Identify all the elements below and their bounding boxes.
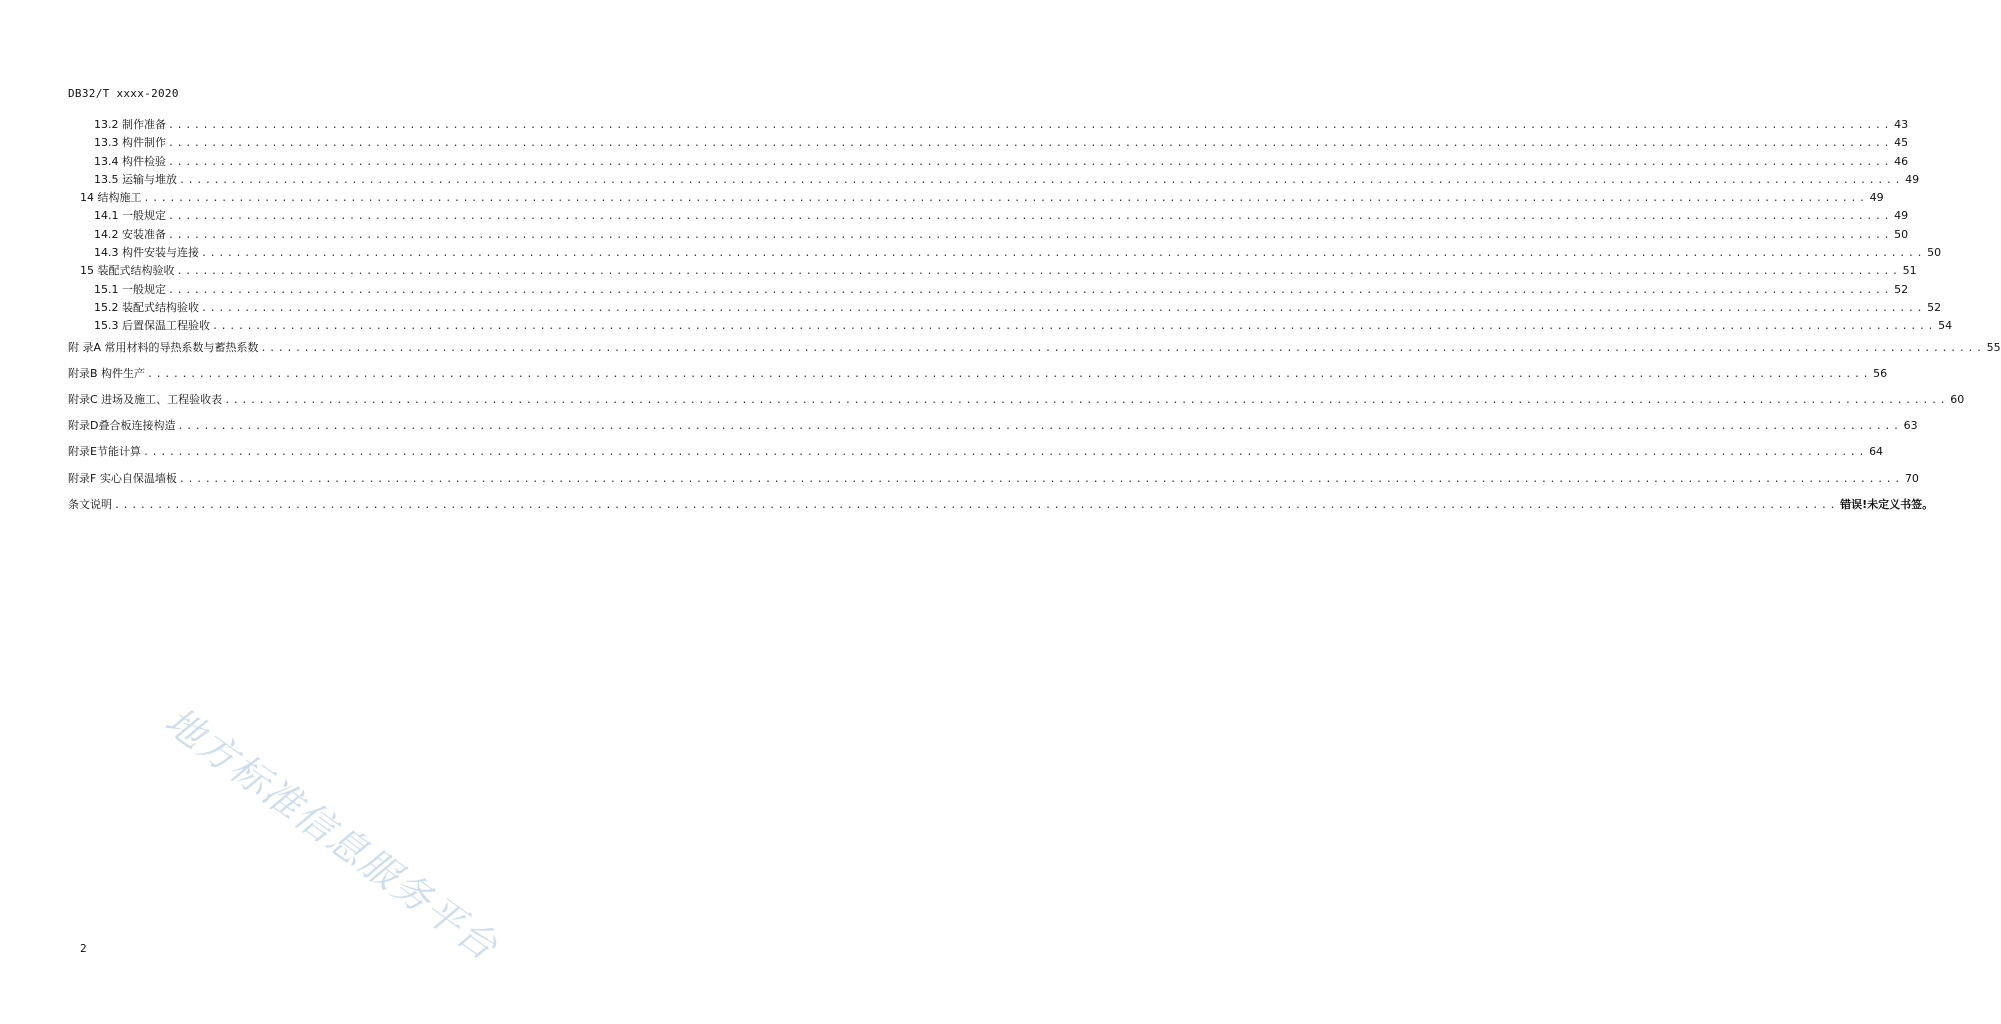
toc-entry-page: 60 — [1950, 392, 1965, 406]
toc-entry-page: 49 — [1894, 209, 1909, 223]
toc-entry-label: 15 装配式结构验收 — [80, 264, 175, 278]
toc-leader-dots: ........................................................................................................................................................................................................ — [142, 447, 1868, 459]
toc-entry-label: 13.5 运输与堆放 — [94, 172, 177, 186]
toc-entry[interactable] — [68, 116, 1909, 134]
toc-entry[interactable] — [68, 171, 1920, 189]
toc-leader-dots: ........................................................................................................................................................................................................ — [260, 342, 1985, 354]
toc-entry-label: 14.3 构件安装与连接 — [94, 246, 199, 260]
toc-entry[interactable] — [68, 153, 1909, 171]
toc-leader-dots: ........................................................................................................................................................................................................ — [168, 156, 1893, 168]
toc-entry[interactable] — [68, 134, 1909, 152]
toc-leader-dots: ........................................................................................................................................................................................................ — [168, 120, 1893, 131]
toc-leader-dots: ........................................................................................................................................................................................................ — [177, 421, 1902, 433]
toc-entry[interactable] — [68, 496, 1934, 522]
toc-entry[interactable] — [68, 339, 2001, 365]
page-number: 2 — [80, 942, 87, 955]
toc-entry-page: 52 — [1927, 300, 1942, 314]
toc-entry-label: 附录E节能计算 — [68, 445, 141, 459]
toc-entry[interactable] — [68, 281, 1909, 299]
toc-entry-page: 49 — [1869, 191, 1884, 205]
toc-entry[interactable] — [68, 207, 1909, 225]
toc-entry[interactable] — [68, 226, 1909, 244]
toc-entry-page: 54 — [1938, 319, 1953, 333]
toc-entry-label: 15.1 一般规定 — [94, 282, 166, 296]
watermark-text: 地方标准信息服务平台 — [157, 698, 507, 970]
toc-entry-page: 70 — [1904, 471, 1919, 485]
toc-entry-page: 45 — [1894, 136, 1909, 150]
toc-entry[interactable] — [68, 262, 1917, 280]
toc-entry-label: 13.3 构件制作 — [94, 136, 166, 150]
toc-entry-label: 14.1 一般规定 — [94, 209, 166, 223]
toc-entry-label: 14 结构施工 — [80, 191, 142, 205]
toc-entry[interactable] — [68, 470, 1919, 496]
toc-entry-label: 条文说明 — [68, 497, 112, 511]
toc-leader-dots: ........................................................................................................................................................................................................ — [176, 266, 1901, 278]
toc-entry-page: 55 — [1986, 340, 2001, 354]
toc-entry-page: 64 — [1869, 445, 1884, 459]
toc-entry-page: 56 — [1873, 366, 1888, 380]
toc-leader-dots: ........................................................................................................................................................................................................ — [168, 211, 1893, 223]
toc-entry-label: 附录C 进场及施工、工程验收表 — [68, 392, 223, 406]
toc-entry[interactable] — [68, 365, 1888, 391]
document-code-header: DB32/T xxxx-2020 — [68, 87, 179, 100]
toc-entry-label: 附 录A 常用材料的导热系数与蓄热系数 — [68, 340, 259, 354]
toc-entry-page: 50 — [1894, 227, 1909, 241]
toc-leader-dots: ........................................................................................................................................................................................................ — [201, 302, 1926, 314]
toc-leader-dots: ........................................................................................................................................................................................................ — [168, 229, 1893, 241]
toc-entry-page: 43 — [1894, 118, 1909, 131]
toc-entry-label: 15.2 装配式结构验收 — [94, 300, 199, 314]
toc-leader-dots: ........................................................................................................................................................................................................ — [168, 138, 1893, 150]
toc-leader-dots: ........................................................................................................................................................................................................ — [179, 174, 1904, 186]
toc-entry-page: 50 — [1927, 246, 1942, 260]
toc-entry-page: 46 — [1894, 154, 1909, 168]
toc-entry[interactable] — [68, 244, 1942, 262]
toc-entry-label: 附录B 构件生产 — [68, 366, 146, 380]
toc-entry-label: 14.2 安装准备 — [94, 227, 166, 241]
toc-entry-page: 51 — [1902, 264, 1917, 278]
toc-leader-dots: ........................................................................................................................................................................................................ — [178, 473, 1903, 485]
toc-entry[interactable] — [68, 317, 1953, 335]
toc-leader-dots: ........................................................................................................................................................................................................ — [143, 193, 1868, 205]
toc-entry[interactable] — [68, 443, 1884, 469]
toc-entry[interactable] — [68, 391, 1965, 417]
toc-entry-page: 49 — [1905, 172, 1920, 186]
toc-entry[interactable] — [68, 417, 1918, 443]
toc-entry-label: 13.2 制作准备 — [94, 118, 166, 131]
toc-leader-dots: ........................................................................................................................................................................................................ — [114, 499, 1839, 511]
toc-entry-label: 13.4 构件检验 — [94, 154, 166, 168]
toc-leader-dots: ........................................................................................................................................................................................................ — [168, 284, 1893, 296]
toc-entry-label: 附录D叠合板连接构造 — [68, 419, 176, 433]
toc-entry-page: 错误!未定义书签。 — [1840, 497, 1934, 511]
toc-leader-dots: ........................................................................................................................................................................................................ — [147, 368, 1872, 380]
toc-entry-page: 52 — [1894, 282, 1909, 296]
toc-entry[interactable] — [68, 189, 1884, 207]
toc-entry-label: 15.3 后置保温工程验收 — [94, 319, 210, 333]
toc-leader-dots: ........................................................................................................................................................................................................ — [224, 394, 1949, 406]
table-of-contents — [68, 116, 2001, 522]
toc-leader-dots: ........................................................................................................................................................................................................ — [212, 321, 1937, 333]
toc-entry-page: 63 — [1903, 419, 1918, 433]
toc-leader-dots: ........................................................................................................................................................................................................ — [201, 248, 1926, 260]
toc-entry[interactable] — [68, 299, 1942, 317]
toc-entry-label: 附录F 实心自保温墙板 — [68, 471, 177, 485]
